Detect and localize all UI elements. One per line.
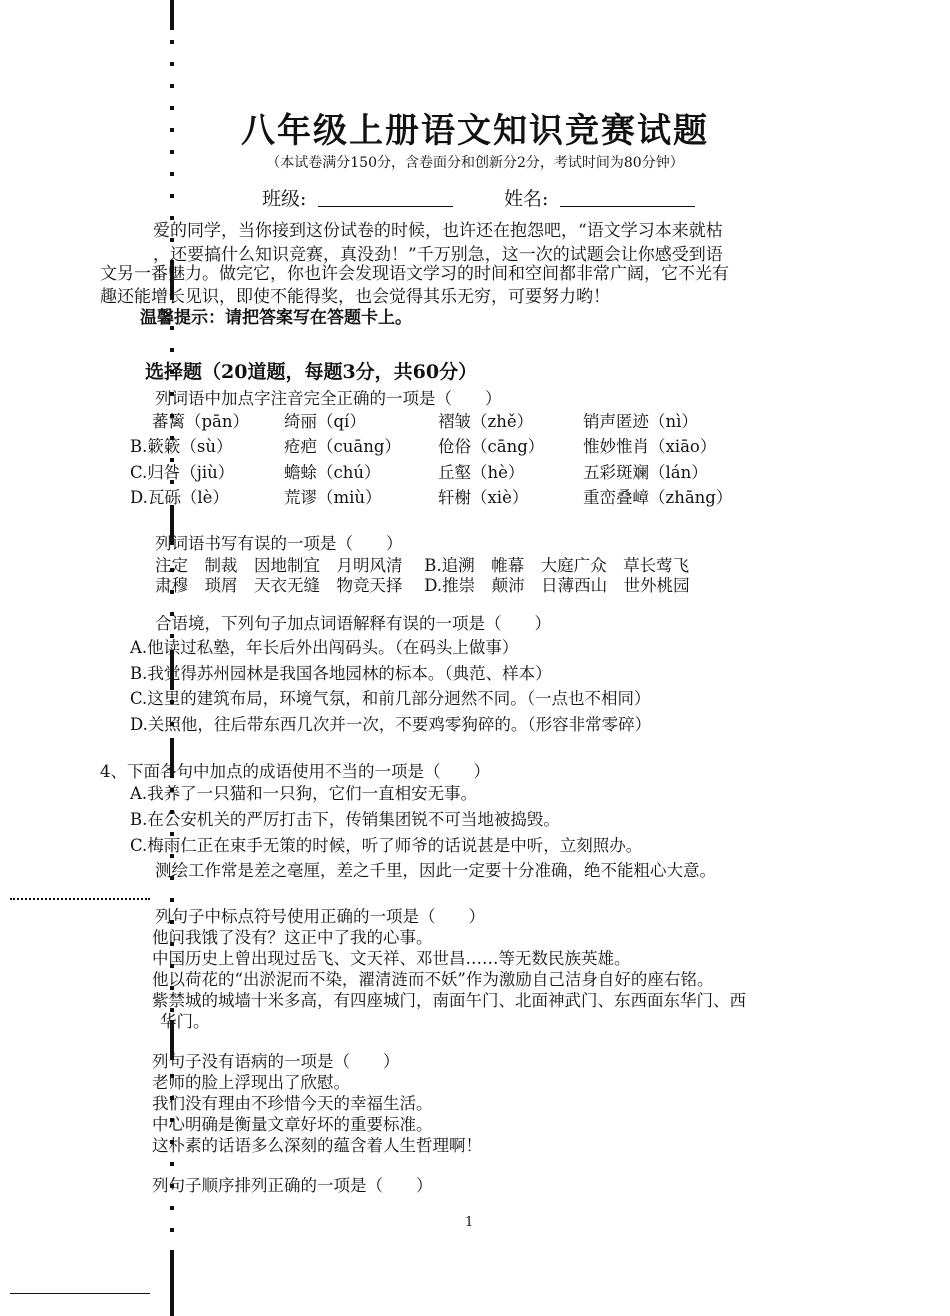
intro-line-3: 文另一番魅力。做完它，你也许会发现语文学习的时间和空间都非常广阔，它不光有 [100, 264, 729, 284]
binding-segment [170, 0, 174, 30]
binding-dot [170, 348, 174, 352]
page-number: 1 [465, 1215, 474, 1230]
q1-d-1: D.瓦砾（lè） [130, 488, 229, 507]
binding-dot [170, 172, 174, 176]
q5-option-c: 他以荷花的“出淤泥而不染，濯清涟而不妖”作为激励自己洁身自好的座右铭。 [152, 970, 714, 989]
q1-c-4: 五彩斑斓（lán） [583, 463, 708, 482]
q1-b-3: 伧俗（cāng） [438, 437, 545, 456]
q1-c-3: 丘壑（hè） [438, 463, 525, 482]
q3-option-d: D.关照他，往后带东西几次并一次，不要鸡零狗碎的。（形容非常零碎） [130, 715, 652, 734]
q6-option-d: 这朴素的话语多么深刻的蕴含着人生哲理啊！ [152, 1136, 482, 1155]
binding-dot [170, 84, 174, 88]
q4-option-b: B.在公安机关的严厉打击下，传销集团锐不可当地被捣毁。 [130, 810, 560, 829]
q1-d-3: 轩榭（xiè） [438, 488, 529, 507]
q4-option-d: 测绘工作常是差之毫厘，差之千里，因此一定要十分准确，绝不能粗心大意。 [155, 861, 716, 880]
binding-dot [170, 194, 174, 198]
q6-option-c: 中心明确是衡量文章好坏的重要标准。 [152, 1115, 433, 1134]
question-3-stem: 合语境，下列句子加点词语解释有误的一项是（ ） [155, 614, 551, 633]
q3-option-b: B.我觉得苏州园林是我国各地园林的标本。（典范、样本） [130, 664, 552, 683]
class-blank [318, 206, 453, 207]
q1-d-2: 荒谬（miù） [284, 488, 382, 507]
exam-info: （本试卷满分150分，含卷面分和创新分2分，考试时间为80分钟） [266, 155, 684, 171]
name-label: 姓名: [504, 188, 549, 210]
binding-dot [170, 40, 174, 44]
binding-dot [170, 1206, 174, 1210]
q5-option-b: 中国历史上曾出现过岳飞、文天祥、邓世昌……等无数民族英雄。 [152, 949, 631, 968]
binding-dot [170, 62, 174, 66]
class-label: 班级: [262, 188, 307, 210]
q4-option-c: C.梅雨仁正在束手无策的时候，听了师爷的话说甚是中听，立刻照办。 [130, 836, 643, 855]
q2-row-1: 注定 制裁 因地制宜 月明风清 B.追溯 帷幕 大庭广众 草长莺飞 [155, 556, 690, 575]
binding-dotted-line [10, 898, 150, 900]
intro-line-4: 趣还能增长见识，即使不能得奖，也会觉得其乐无穷，可要努力哟！ [100, 287, 610, 307]
section-heading: 选择题（20道题，每题3分，共60分） [145, 361, 478, 383]
intro-line-2: ，还要搞什么知识竞赛，真没劲！”千万别急，这一次的试题会让你感受到语 [153, 245, 723, 265]
question-7-stem: 列句子顺序排列正确的一项是（ ） [152, 1176, 433, 1195]
q5-option-d-line-2: 华门。 [160, 1012, 210, 1031]
question-1-stem: 列词语中加点字注音完全正确的一项是（ ） [155, 389, 502, 408]
q1-a-2: 绮丽（qí） [284, 412, 366, 431]
binding-bottom-line [10, 1293, 150, 1294]
binding-dot [170, 898, 174, 902]
q3-option-c: C.这里的建筑布局，环境气氛，和前几部分迥然不同。（一点也不相同） [130, 689, 651, 708]
binding-dot [170, 1228, 174, 1232]
q3-option-a: A.他读过私塾，年长后外出闯码头。（在码头上做事） [130, 638, 519, 657]
q5-option-a: 他问我饿了没有？这正中了我的心事。 [152, 928, 433, 947]
q1-b-2: 疮疤（cuāng） [284, 437, 401, 456]
q1-b-1: B.簌簌（sù） [130, 437, 233, 456]
q1-a-4: 销声匿迹（nì） [583, 412, 698, 431]
q2-row-2: 肃穆 琐屑 天衣无缝 物竞天择 D.推崇 颠沛 日薄西山 世外桃园 [155, 576, 690, 595]
q1-a-1: 蕃篱（pān） [152, 412, 250, 431]
q6-option-a: 老师的脸上浮现出了欣慰。 [152, 1073, 350, 1092]
page-title: 八年级上册语文知识竞赛试题 [241, 111, 709, 151]
q6-option-b: 我们没有理由不珍惜今天的幸福生活。 [152, 1094, 433, 1113]
binding-segment [170, 1250, 174, 1316]
q1-a-3: 褶皱（zhě） [438, 412, 534, 431]
question-2-stem: 列词语书写有误的一项是（ ） [155, 534, 403, 553]
q1-c-2: 蟾蜍（chú） [284, 463, 381, 482]
q5-option-d-line-1: 紫禁城的城墙十米多高，有四座城门，南面午门、北面神武门、东西面东华门、西 [152, 991, 746, 1010]
intro-line-1: 爱的同学，当你接到这份试卷的时候，也许还在抱怨吧，“语文学习本来就枯 [153, 221, 723, 241]
tip: 温馨提示：请把答案写在答题卡上。 [140, 308, 412, 328]
q1-d-4: 重峦叠嶂（zhāng） [583, 488, 733, 507]
q1-b-4: 惟妙惟肖（xiāo） [583, 437, 717, 456]
question-4-stem: 4、下面各句中加点的成语使用不当的一项是（ ） [100, 762, 490, 781]
name-blank [560, 206, 695, 207]
question-5-stem: 列句子中标点符号使用正确的一项是（ ） [155, 907, 485, 926]
question-6-stem: 列句子没有语病的一项是（ ） [152, 1052, 400, 1071]
binding-dot [170, 1162, 174, 1166]
q1-c-1: C.归咎（jiù） [130, 463, 235, 482]
q4-option-a: A.我养了一只猫和一只狗，它们一直相安无事。 [130, 784, 478, 803]
